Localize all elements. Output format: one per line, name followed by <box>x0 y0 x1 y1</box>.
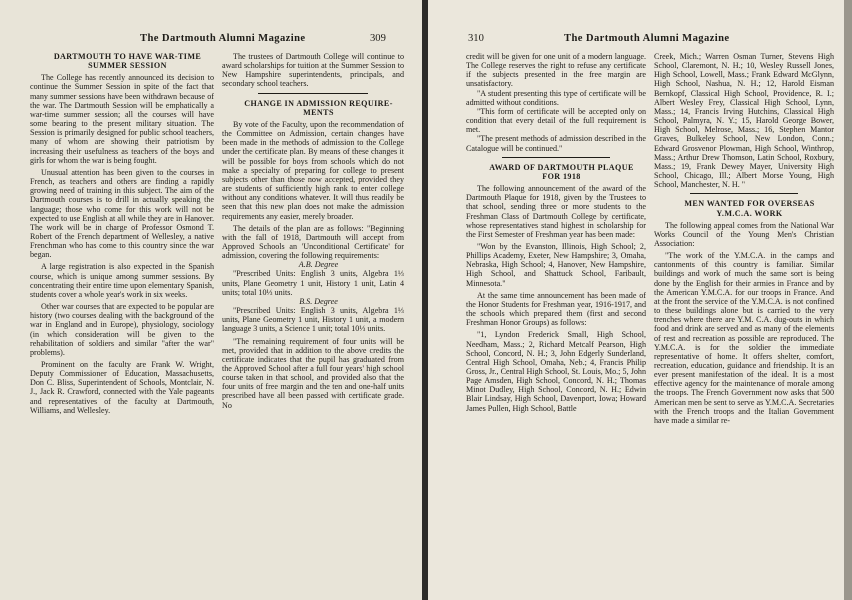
paragraph: credit will be given for one unit of a modern language. The College reserves the right to refuse any certificate if the subjects presented in the free margin are unsatisfactory. <box>466 52 646 89</box>
paragraph: "This form of certificate will be accepted only on condition that every detail of the full requirement is met. <box>466 106 646 135</box>
paragraph: The trustees of Dartmouth College will continue to award scholarships for tuition at the Summer Session to New Hampshire superintendents, principals, and secondary school teachers. <box>222 52 404 89</box>
paragraph: The details of the plan are as follows: "Beginning with the fall of 1918, Dartmouth will accept from Approved Schools an 'Unconditional Certificate' for admission, covering the following requirements: <box>222 223 404 261</box>
paragraph: "The work of the Y.M.C.A. in the camps and cantonments of this country is familiar. Similar buildings and work of much the same sort is being done by the English for their armies in France and by the American Y.M.C.A. for our troops in France. And at the front the service of the Y.M.C.A. is not confined to these buildings alone but is carried to the very trenches where there are Y.M. C.A. dug-outs in which food and drink are served and as many of the elements of rest and recreation as possible are reproduced. The Y.M.C.A. is for the soldier the immediate representative of home. It offers shelter, comfort, recreation, education, guidance and friendship. It is an ever present manifestation of the ideal. It is a most effective agency for the maintenance of morale among the troops. The French Government now asks that 500 American men be sent to serve as Y.M.C.A. Secretaries with the French troops and the Italian Government have made a similar re- <box>654 251 834 425</box>
page-edge <box>844 0 852 600</box>
ymca-heading-line2: Y.M.C.A. WORK <box>716 208 783 218</box>
paragraph: "1, Lyndon Frederick Small, High School, Needham, Mass.; 2, Richard Metcalf Pearson, High School, Concord, N. H.; 3, John Edgerly Sunderland, Central High School, Omaha, Neb.; 4, Francis Philip Gross, Jr., Central High School, St. Louis, Mo.; 5, John Page Amsden, High School, Concord, N. H.; Thomas Minot Dudley, High School, Concord, N. H.; Edwin Blair Lindsay, High School, Davenport, Iowa; Howard James Pullen, High School, Battle <box>466 330 646 413</box>
paragraph: Unusual attention has been given to the courses in French, as teachers and others are finding a rapidly growing need of training in this subject. The aim of the Dartmouth courses is to drill in actually speaking the language; those who come for this work will not be expected to use English at all while they are in Hanover. The work will be in charge of Professor Osmond T. Robert of the French department of Wellesley, a native Frenchman who has come to this country since the war began. <box>30 167 214 260</box>
running-head-right: The Dartmouth Alumni Magazine <box>564 33 730 44</box>
left-page <box>0 0 422 600</box>
admission-heading-line1: CHANGE IN ADMISSION REQUIRE- <box>244 98 393 108</box>
paragraph: Prominent on the faculty are Frank W. Wright, Deputy Commissioner of Education, Massachusetts, Don C. Bliss, Superintendent of Schools, Montclair, N. J., Jack R. Crawford, connected with the Yale pageants and representatives of the faculty at Dartmouth, Williams, and Wellesley. <box>30 360 214 415</box>
page-number-309: 309 <box>370 33 386 44</box>
plaque-heading-line1: AWARD OF DARTMOUTH PLAQUE <box>489 162 634 172</box>
paragraph: A large registration is also expected in the Spanish course, which is unique among summer sessions. By concentrating their entire time upon elementary Spanish, students cover a whole year's work in six weeks. <box>30 262 214 299</box>
right-column-1 <box>466 52 646 413</box>
left-column-2 <box>222 52 404 410</box>
paragraph: The following announcement of the award of the Dartmouth Plaque for 1918, given by the Trustees to that school, sending three or more students to the Freshman Class of Dartmouth College by certificate, whose representatives stand highest in scholarship for the First Semester of Freshman year has been made: <box>466 184 646 239</box>
divider <box>258 93 368 94</box>
paragraph: Creek, Mich.; Warren Osman Turner, Stevens High School, Claremont, N. H.; 10, Wesley Russell Jones, High School, Lowell, Mass.; Frank Edward McGlynn, High School, Nashua, N. H.; 12, Harold Eisman Bernkopf, Classical High School, Providence, R. I.; Albert Wesley Frey, Classical High School, Lynn, Mass.; 14, Francis Irving Hutchins, Classical High School, Palmyra, N. Y.; 15, Harold George Bower, High School, Melrose, Mass.; 16, Stephen Mantor Graves, Bulkeley School, New London, Conn.; Edward Grosvenor Plowman, High School, Winthrop, Mass.; Arthur Drew Thomson, Latin School, Roxbury, Mass.; 19, Frank Dewey Mayer, University High School, Chicago, Ill.; Albert Morse Young, High School, Manchester, N. H. " <box>654 52 834 190</box>
summer-session-heading-line1: DARTMOUTH TO HAVE WAR-TIME <box>53 52 202 61</box>
divider <box>502 157 610 158</box>
running-head-left: The Dartmouth Alumni Magazine <box>140 33 306 44</box>
ymca-heading-line1: MEN WANTED FOR OVERSEAS <box>684 199 815 209</box>
paragraph: "The present methods of admission described in the Catalogue will be continued." <box>466 134 646 153</box>
right-column-2 <box>654 52 834 425</box>
paragraph: Other war courses that are expected to be popular are history (two courses dealing with the background of the war in England and in Europe), physiology, sociology (in which consideration will be given to the rehabilitation of soldiers and similar "after the war" problems). <box>30 302 214 357</box>
summer-session-heading-line2: SUMMER SESSION <box>88 61 167 71</box>
page-number-310: 310 <box>468 33 484 44</box>
paragraph: The following appeal comes from the National War Works Council of the Young Men's Christian Association: <box>654 220 834 248</box>
left-column-1 <box>30 52 214 415</box>
paragraph: "Won by the Evanston, Illinois, High School; 2, Phillips Academy, Exeter, New Hampshire; 3, Omaha, Nebraska, High School; 4, Hanover, New Hampshire, High School, and Shattuck School, Faribault, Minnesota." <box>466 241 646 288</box>
right-page <box>428 0 852 600</box>
paragraph: "Prescribed Units: English 3 units, Algebra 1⅓ units, Plane Geometry 1 unit, History 1 unit, a modern language 3 units, a Science 1 unit; total 10⅓ units. <box>222 306 404 334</box>
ab-degree-subhead: A.B. Degree <box>298 260 339 270</box>
paragraph: At the same time announcement has been made of the Honor Students for Freshman year, 1916-1917, and the schools which prepared them (first and second Freshman Honor Groups) as follows: <box>466 290 646 328</box>
plaque-heading-line2: FOR 1918 <box>542 171 581 181</box>
paragraph: "The remaining requirement of four units will be met, provided that in addition to the above credits the certificate indicates that the pupil has graduated from the Approved School after a full four years' high school course taken in that school, and provided also that the four units of free margin and the ten and one-half units prescribed have all been passed with certificate grade. No <box>222 336 404 410</box>
paragraph: By vote of the Faculty, upon the recommendation of the Committee on Admission, certain changes have been made in the methods of admission to the College under the certificate plan. By means of these changes it will be possible for boys from schools which do not make a specialty of preparing for college to present subjects other than those now accepted, provided they are students of sufficiently high rank to enter college without any conditions whatever. It will thus readily be seen that this new plan does not make the admission requirements any easier, merely broader. <box>222 119 404 221</box>
paragraph: The College has recently announced its decision to continue the Summer Session in spite of the fact that many summer sessions have been withdrawn because of the war. The Dartmouth Session will be emphatically a war-time summer session; all the courses will have some bearing to the present military situation. The Session is primarily designed for public school teachers, many of whom are showing their patriotism by increasing their usefulness as teachers of the boys and girls for whom the war is being fought. <box>30 73 214 165</box>
paragraph: "Prescribed Units: English 3 units, Algebra 1⅓ units, Plane Geometry 1 unit, History 1 unit, Latin 4 units; total 10⅓ units. <box>222 269 404 297</box>
bs-degree-subhead: B.S. Degree <box>299 296 338 306</box>
admission-heading-line2: MENTS <box>303 107 334 117</box>
paragraph: "A student presenting this type of certificate will be admitted without conditions. <box>466 88 646 107</box>
divider <box>690 193 798 194</box>
